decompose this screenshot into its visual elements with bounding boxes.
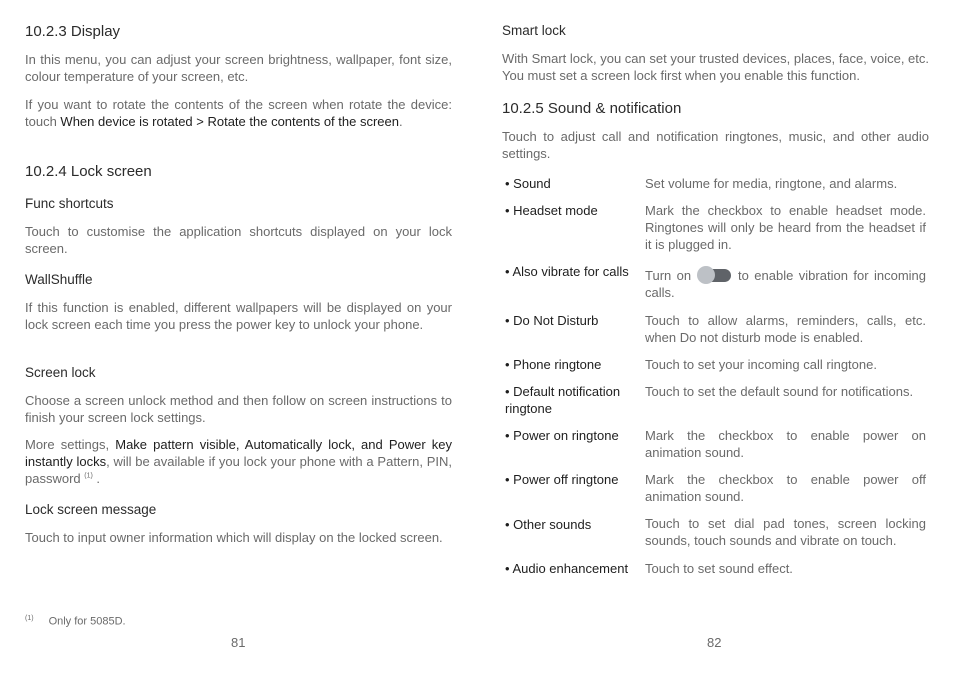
more-settings-options: Make pattern visible, Automatically lock, and Power key instantly locks [25, 437, 452, 469]
display-heading: 10.2.3 Display [25, 23, 121, 40]
term-other-sounds: • Other sounds [505, 517, 592, 532]
def-power-off-ringtone: Mark the checkbox to enable power off animation sound. [645, 472, 926, 504]
term-do-not-disturb: • Do Not Disturb [505, 313, 599, 328]
lock-screen-message-text: Touch to input owner information which will display on the locked screen. [25, 530, 443, 545]
display-paragraph-2: If you want to rotate the contents of the screen when rotate the device: touch When device is rotated > Rotate the contents of the screen. [25, 97, 452, 129]
func-shortcuts-text: Touch to customise the application shortcuts displayed on your lock screen. [25, 224, 452, 256]
sound-notification-heading: 10.2.5 Sound & notification [502, 100, 682, 117]
term-default-notification: • Default notification ringtone [505, 384, 621, 416]
screen-lock-title: Screen lock [25, 365, 96, 380]
screen-lock-text: Choose a screen unlock method and then follow on screen instructions to finish your screen lock settings. [25, 393, 452, 425]
toggle-switch-icon [699, 269, 731, 282]
term-also-vibrate: • Also vibrate for calls [505, 264, 629, 279]
term-headset-mode: • Headset mode [505, 203, 598, 218]
def-default-notification: Touch to set the default sound for notifications. [645, 384, 914, 399]
display-paragraph-1: In this menu, you can adjust your screen brightness, wallpaper, font size, colour temperature of your screen, etc. [25, 52, 452, 84]
lock-screen-message-title: Lock screen message [25, 502, 157, 517]
more-settings-text: More settings, Make pattern visible, Automatically lock, and Power key instantly locks, will be available if you lock your phone with a Pattern, PIN, password $^{(1)}$ . [25, 437, 452, 486]
term-power-on-ringtone: • Power on ringtone [505, 428, 619, 443]
rotate-setting-path: When device is rotated > Rotate the contents of the screen [60, 114, 399, 129]
def-phone-ringtone: Touch to set your incoming call ringtone. [645, 357, 877, 372]
term-sound: • Sound [505, 176, 551, 191]
def-headset-mode: Mark the checkbox to enable headset mode. Ringtones will only be heard from the headset if it is plugged in. [645, 203, 926, 252]
term-audio-enhancement: • Audio enhancement [505, 561, 629, 576]
page-number-left: 81 [231, 635, 246, 650]
smart-lock-title: Smart lock [502, 23, 566, 38]
def-power-on-ringtone: Mark the checkbox to enable power on animation sound. [645, 428, 926, 460]
def-audio-enhancement: Touch to set sound effect. [645, 561, 793, 576]
footnote-text: Only for 5085D. [48, 615, 126, 628]
def-do-not-disturb: Touch to allow alarms, reminders, calls, etc. when Do not disturb mode is enabled. [645, 313, 926, 345]
wallshuffle-text: If this function is enabled, different wallpapers will be displayed on your lock screen each time you press the power key to unlock your phone. [25, 300, 452, 332]
func-shortcuts-title: Func shortcuts [25, 196, 114, 211]
footnote-ref: (1) [84, 472, 93, 480]
wallshuffle-title: WallShuffle [25, 272, 93, 287]
lock-screen-heading: 10.2.4 Lock screen [25, 163, 152, 180]
smart-lock-text: With Smart lock, you can set your trusted devices, places, face, voice, etc. You must set a screen lock first when you enable this function. [502, 51, 930, 83]
footnote [25, 615, 126, 628]
sound-intro-text: Touch to adjust call and notification ringtones, music, and other audio settings. [502, 129, 929, 161]
def-also-vibrate: Turn on to enable vibration for incoming calls. [645, 268, 926, 300]
def-other-sounds: Touch to set dial pad tones, screen locking sounds, touch sounds and vibrate on touch. [645, 516, 926, 548]
footnote-mark: (1) [25, 615, 34, 622]
term-power-off-ringtone: • Power off ringtone [505, 472, 619, 487]
page-number-right: 82 [707, 635, 722, 650]
def-sound: Set volume for media, ringtone, and alarms. [645, 176, 898, 191]
term-phone-ringtone: • Phone ringtone [505, 357, 602, 372]
